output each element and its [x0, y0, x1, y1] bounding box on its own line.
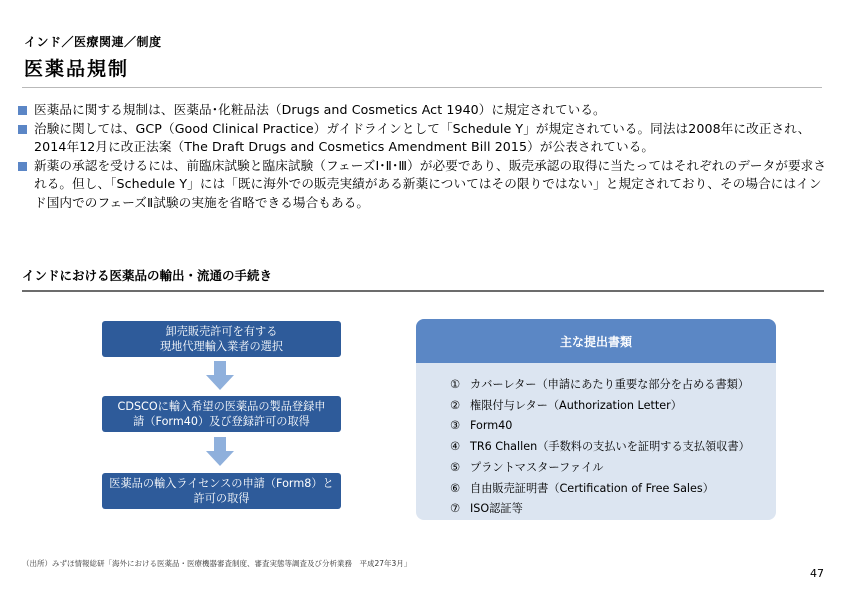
bullet-item — [18, 101, 828, 120]
bullet-text: 医薬品に関する規制は、医薬品･化粧品法（Drugs and Cosmetics Act 1940）に規定されている。 — [34, 102, 606, 117]
square-bullet-icon — [18, 125, 27, 134]
section-heading: インドにおける医薬品の輸出・流通の手続き — [22, 268, 273, 283]
arrow-down-icon — [205, 361, 235, 391]
page-number: 47 — [810, 567, 824, 580]
source-note: （出所）みずほ情報総研「海外における医薬品・医療機器審査制度、審査実態等調査及び分析業務 平成27年3月」 — [22, 559, 412, 568]
document-item — [450, 375, 776, 396]
flow-step-text: 現地代理輸入業者の選択 — [159, 340, 284, 353]
item-text: Form40 — [470, 419, 513, 433]
item-number: ⑥ — [450, 481, 461, 495]
square-bullet-icon — [18, 106, 27, 115]
item-number: ⑤ — [450, 460, 461, 474]
documents-panel-title: 主な提出書類 — [416, 319, 776, 363]
item-text: TR6 Challen（手数料の支払いを証明する支払領収書） — [470, 440, 750, 454]
bullet-item — [18, 120, 828, 157]
document-item — [450, 499, 776, 520]
document-item — [450, 458, 776, 479]
item-text: プラントマスターファイル — [470, 460, 604, 474]
breadcrumb: インド／医療関連／制度 — [24, 35, 162, 49]
flow-step-text: 請（Form40）及び登録許可の取得 — [133, 415, 310, 428]
bullet-text: 新薬の承認を受けるには、前臨床試験と臨床試験（フェーズⅠ･Ⅱ･Ⅲ）が必要であり、販売承認の取得に当たってはそれぞれのデータが要求される。但し、「Schedule Y」には「既に海外での販売実績がある新薬についてはその限りではない」と規定されており、その場合にはインド国内でのフェーズⅡ試験の実施を省略できる場合もある。 — [34, 157, 827, 210]
flow-step-text: 卸売販売許可を有する — [165, 324, 278, 338]
flow-step-2 — [102, 396, 341, 432]
title-divider — [22, 87, 822, 88]
flow-step-3 — [102, 473, 341, 509]
item-text: 自由販売証明書（Certification of Free Sales） — [470, 481, 714, 495]
flow-step-text: 許可の取得 — [193, 492, 250, 505]
arrow-down-icon — [205, 437, 235, 467]
bullet-item — [18, 157, 828, 213]
documents-panel — [416, 319, 776, 520]
item-number: ④ — [450, 440, 461, 454]
bullet-list — [18, 101, 828, 212]
page-title: 医薬品規制 — [24, 58, 130, 80]
document-item — [450, 396, 776, 417]
item-number: ② — [450, 398, 461, 412]
document-item — [450, 437, 776, 458]
bullet-text: 治験に関しては、GCP（Good Clinical Practice）ガイドラインとして「Schedule Y」が規定されている。同法は2008年に改正され、2014年12月に改正法案（The Draft Drugs and Cosmetics Amendment Bill 2015）が公表されている。 — [34, 120, 811, 154]
document-item — [450, 479, 776, 500]
square-bullet-icon — [18, 162, 27, 171]
item-text: カバーレター（申請にあたり重要な部分を占める書類） — [470, 378, 750, 391]
flow-step-text: CDSCOに輸入希望の医薬品の製品登録申 — [117, 399, 326, 413]
flow-step-text: 医薬品の輸入ライセンスの申請（Form8）と — [109, 476, 334, 490]
item-text: 権限付与レター（Authorization Letter） — [470, 398, 682, 412]
item-text: ISO認証等 — [470, 502, 523, 516]
flow-step-1 — [102, 321, 341, 357]
section-divider — [22, 290, 824, 292]
item-number: ⑦ — [450, 502, 461, 516]
item-number: ① — [450, 378, 461, 391]
item-number: ③ — [450, 419, 461, 433]
document-item — [450, 416, 776, 437]
documents-list — [416, 363, 776, 520]
